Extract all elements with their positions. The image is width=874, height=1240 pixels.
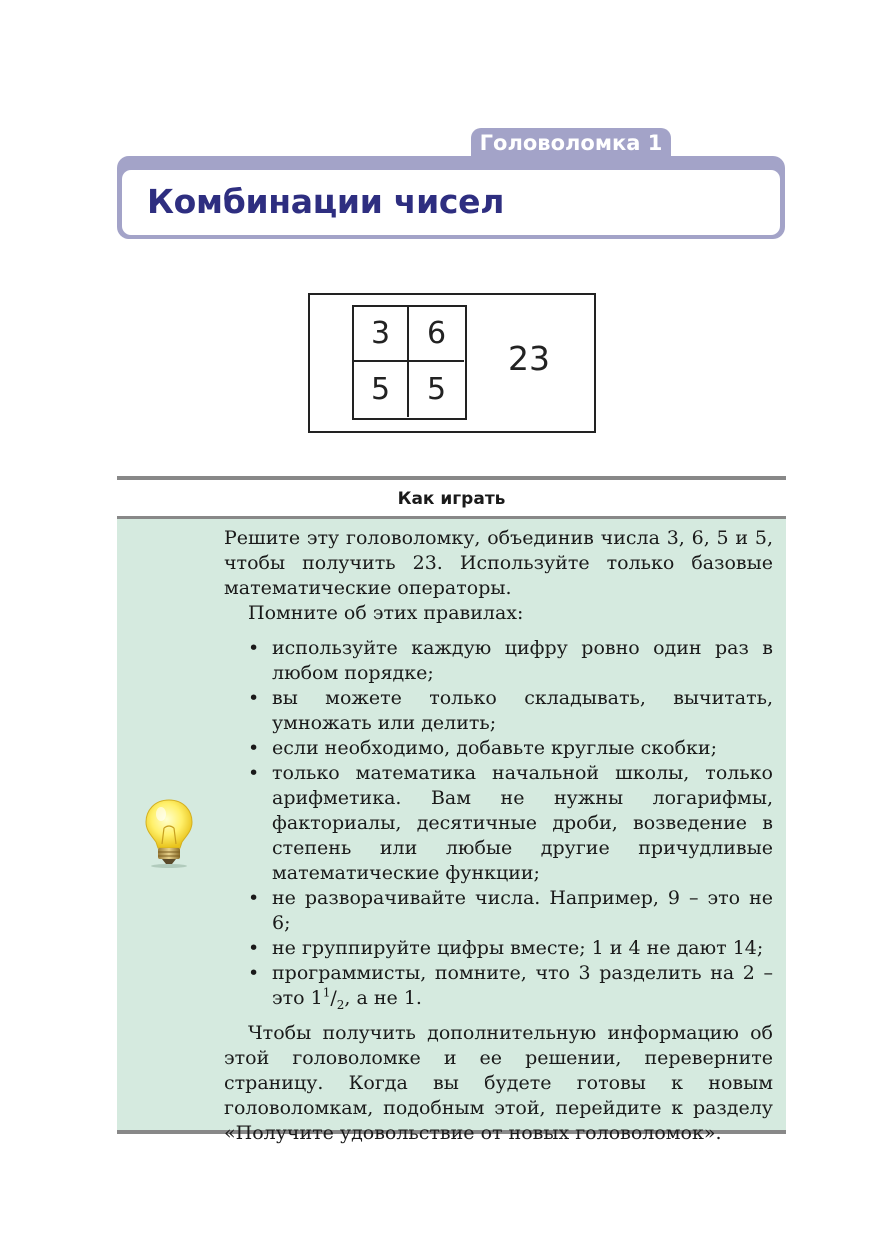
list-item: • программисты, помните, что 3 разделить на 2 – это $1^1/_2$, а не 1. <box>248 962 773 1012</box>
rules-list <box>224 636 773 1011</box>
outro-paragraph: Чтобы получить дополнительную информацию об этой головоломке и ее решении, переверните страницу. Когда вы будете готовы к новым головоломкам, подобным этой, перейдите к разделу «Получите удовольствие от новых головоломок». <box>224 1022 773 1144</box>
puzzle-figure <box>308 293 596 433</box>
how-to-play-heading: Как играть <box>397 489 506 509</box>
grid-cell: 5 <box>354 362 409 417</box>
list-item: • используйте каждую цифру ровно один раз в любом порядке; <box>248 637 773 684</box>
number-grid <box>352 305 467 420</box>
list-item: • не группируйте цифры вместе; 1 и 4 не дают 14; <box>248 937 764 959</box>
bullet: • <box>248 687 260 709</box>
bullet: • <box>248 962 260 984</box>
fraction-half: $^1/_2$ <box>322 985 345 1012</box>
list-item: • только математика начальной школы, только арифметика. Вам не нужны логарифмы, факториалы, десятичные дроби, возведение в степень или любые другие причудливые математические функции; <box>248 762 773 884</box>
title-inner <box>122 170 780 235</box>
lightbulb-icon <box>142 798 196 868</box>
grid-cell: 3 <box>354 307 409 362</box>
bullet: • <box>248 887 260 909</box>
grid-cell: 6 <box>409 307 464 362</box>
list-item: • если необходимо, добавьте круглые скобки; <box>248 737 717 759</box>
list-item: • вы можете только складывать, вычитать, умножать или делить; <box>248 687 773 734</box>
target-number: 23 <box>508 339 550 378</box>
intro-paragraph: Решите эту головоломку, объединив числа 3, 6, 5 и 5, чтобы получить 23. Используйте только базовые математические операторы. <box>224 527 773 599</box>
bullet: • <box>248 737 260 759</box>
grid-cell: 5 <box>426 372 447 407</box>
bullet: • <box>248 637 260 659</box>
page-title: Комбинации чисел <box>147 182 505 221</box>
list-item: • не разворачивайте числа. Например, 9 – это не 6; <box>248 887 773 934</box>
rules-lead: Помните об этих правилах: <box>248 602 524 624</box>
instructions-text <box>224 526 773 1146</box>
puzzle-number-label: Головоломка 1 <box>479 131 663 155</box>
bullet: • <box>248 937 260 959</box>
title-box <box>117 156 785 239</box>
bullet: • <box>248 762 260 784</box>
